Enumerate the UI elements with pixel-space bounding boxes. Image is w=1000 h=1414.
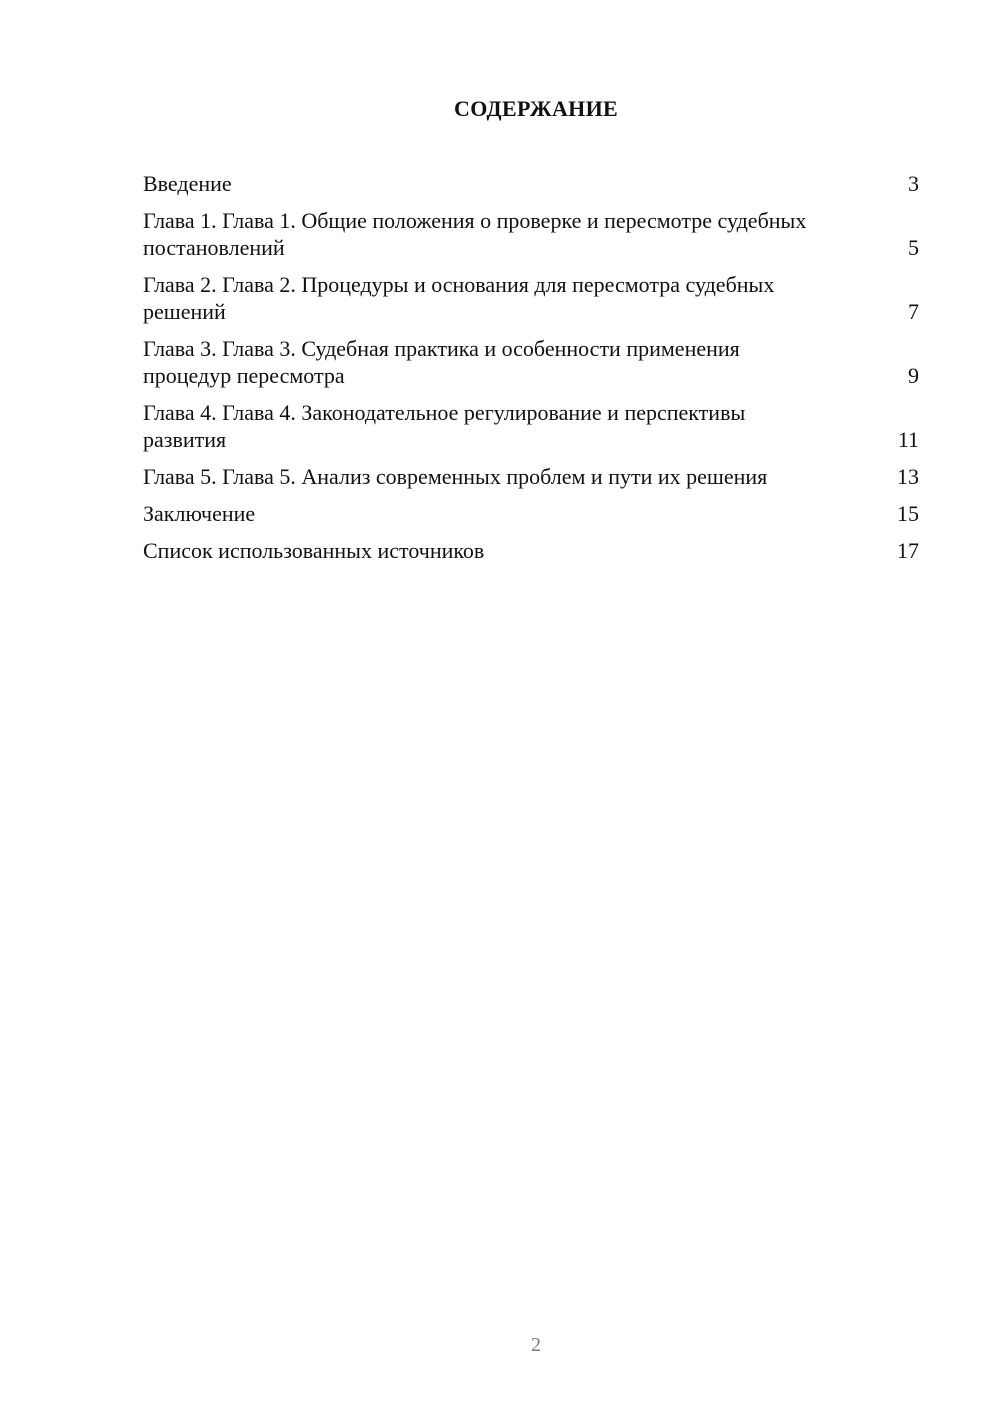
toc-entry-page-number: 15: [897, 501, 919, 526]
toc-entry-chapter-3[interactable]: [143, 335, 919, 389]
toc-entry-page-number: 9: [908, 363, 919, 388]
toc-entry-page-number: 17: [897, 538, 919, 563]
toc-entry-page-number: 7: [908, 299, 919, 324]
table-of-contents: [143, 170, 919, 574]
toc-entry-title: Заключение: [143, 501, 256, 526]
toc-entry-title: Глава 5. Глава 5. Анализ современных проблем и пути их решения: [143, 464, 768, 489]
toc-entry-conclusion[interactable]: [143, 500, 919, 527]
toc-entry-introduction[interactable]: [143, 170, 919, 197]
toc-entry-title: Список использованных источников: [143, 538, 485, 563]
toc-entry-title: Введение: [143, 171, 232, 196]
toc-entry-title: Глава 3. Глава 3. Судебная практика и особенности применения процедур пересмотра: [143, 336, 740, 388]
toc-entry-chapter-2[interactable]: [143, 271, 919, 325]
toc-entry-page-number: 13: [897, 464, 919, 489]
toc-entry-title: Глава 2. Глава 2. Процедуры и основания для пересмотра судебных решений: [143, 272, 775, 324]
toc-entry-title: Глава 4. Глава 4. Законодательное регулирование и перспективы развития: [143, 400, 746, 452]
toc-entry-chapter-5[interactable]: [143, 463, 919, 490]
toc-heading: СОДЕРЖАНИЕ: [454, 96, 618, 121]
page-number: 2: [531, 1334, 541, 1356]
toc-entry-page-number: 3: [908, 171, 919, 196]
toc-entry-chapter-4[interactable]: [143, 399, 919, 453]
toc-entry-references[interactable]: [143, 537, 919, 564]
toc-entry-title: Глава 1. Глава 1. Общие положения о проверке и пересмотре судебных постановлений: [143, 208, 807, 260]
toc-entry-page-number: 5: [908, 235, 919, 260]
toc-entry-chapter-1[interactable]: [143, 207, 919, 261]
toc-entry-page-number: 11: [897, 427, 919, 452]
